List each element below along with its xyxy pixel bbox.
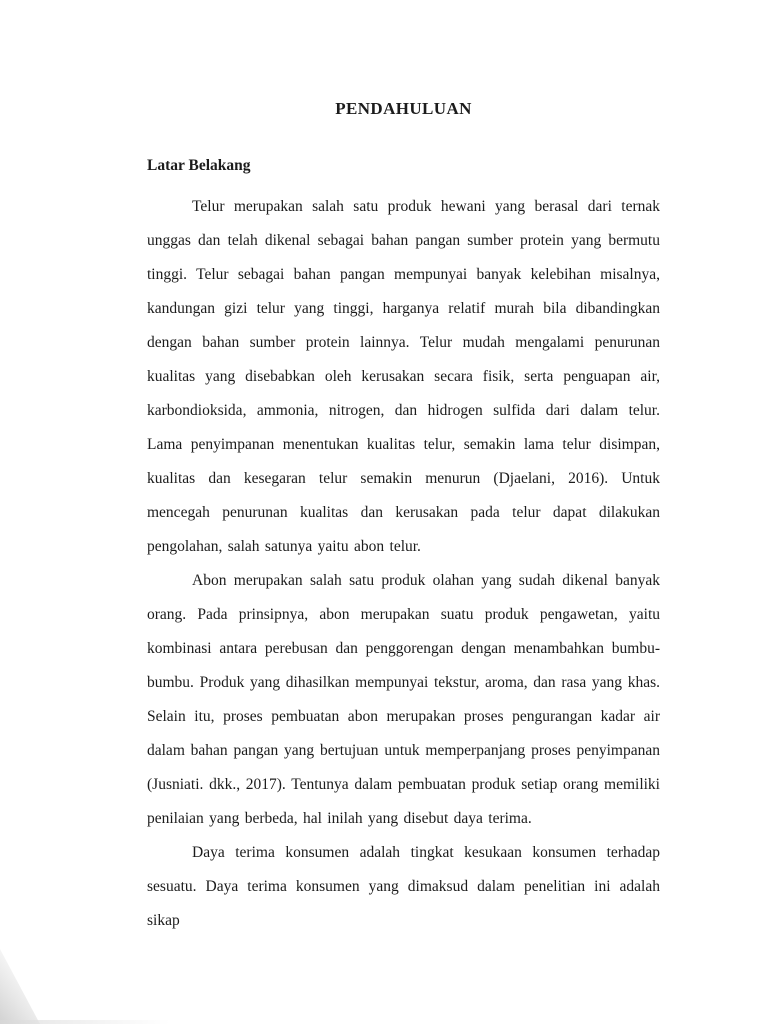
paragraph: Abon merupakan salah satu produk olahan yang sudah dikenal banyak orang. Pada prinsipnya, abon merupakan suatu produk pengawetan, yaitu kombinasi antara perebusan dan penggorengan dengan menambahkan bumbu-bumbu. Produk yang dihasilkan mempunyai tekstur, aroma, dan rasa yang khas. Selain itu, proses pembuatan abon merupakan proses pengurangan kadar air dalam bahan pangan yang bertujuan untuk memperpanjang proses penyimpanan (Jusniati. dkk., 2017). Tentunya dalam pembuatan produk setiap orang memiliki penilaian yang berbeda, hal inilah yang disebut daya terima.	[147, 572, 660, 827]
paragraph: Telur merupakan salah satu produk hewani yang berasal dari ternak unggas dan telah dikenal sebagai bahan pangan sumber protein yang bermutu tinggi. Telur sebagai bahan pangan mempunyai banyak kelebihan misalnya, kandungan gizi telur yang tinggi, harganya relatif murah bila dibandingkan dengan bahan sumber protein lainnya. Telur mudah mengalami penurunan kualitas yang disebabkan oleh kerusakan secara fisik, serta penguapan air, karbondioksida, ammonia, nitrogen, dan hidrogen sulfida dari dalam telur. Lama penyimpanan menentukan kualitas telur, semakin lama telur disimpan, kualitas dan kesegaran telur semakin menurun (Djaelani, 2016). Untuk mencegah penurunan kualitas dan kerusakan pada telur dapat dilakukan pengolahan, salah satunya yaitu abon telur.	[147, 198, 660, 555]
page-title: PENDAHULUAN	[335, 99, 472, 118]
paragraph: Daya terima konsumen adalah tingkat kesukaan konsumen terhadap sesuatu. Daya terima konsumen yang dimaksud dalam penelitian ini adalah sikap	[147, 844, 660, 929]
section-heading: Latar Belakang	[147, 157, 251, 174]
